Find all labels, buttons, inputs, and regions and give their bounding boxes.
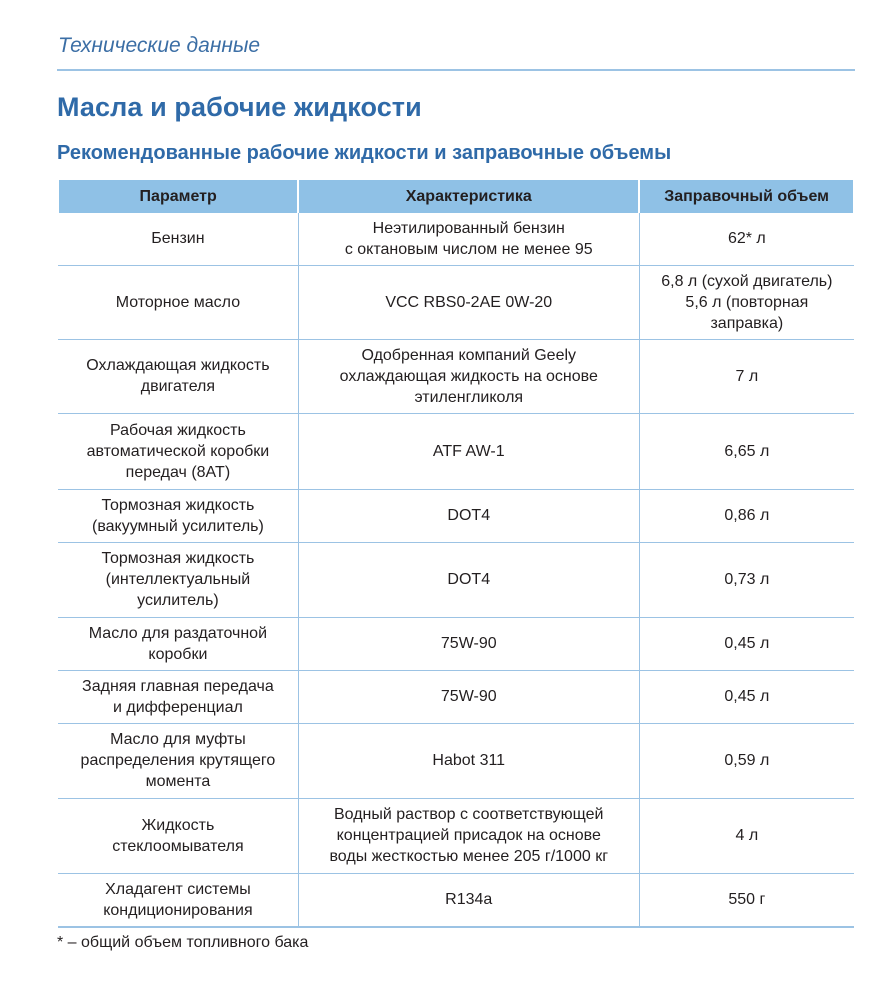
cell-volume <box>639 265 854 339</box>
column-header-parameter: Параметр <box>58 180 298 213</box>
cell-specification-line: 75W-90 <box>440 635 497 652</box>
table-header-row <box>58 180 854 213</box>
cell-parameter <box>58 798 298 873</box>
cell-parameter <box>58 723 298 798</box>
cell-volume <box>639 213 854 265</box>
cell-parameter <box>58 873 298 927</box>
table-row <box>58 798 854 873</box>
cell-volume <box>639 542 854 617</box>
cell-volume-line: 62* л <box>727 230 766 248</box>
cell-specification-line: ATF AW-1 <box>432 442 505 460</box>
cell-specification <box>298 413 639 489</box>
cell-specification <box>298 670 639 723</box>
cell-specification <box>298 617 639 670</box>
table-row <box>58 213 854 265</box>
cell-specification-line: этиленгликоля <box>414 388 524 406</box>
cell-specification-line: Habot 311 <box>432 752 506 769</box>
cell-parameter-line: стеклоомывателя <box>112 837 244 855</box>
cell-volume-line: 5,6 л (повторная <box>685 293 809 311</box>
cell-volume-line: 550 г <box>728 891 766 909</box>
cell-volume <box>639 723 854 798</box>
table-row <box>58 542 854 617</box>
cell-parameter-line: момента <box>145 773 211 790</box>
cell-specification <box>298 213 639 265</box>
cell-parameter-line: Масло для муфты <box>110 731 246 748</box>
cell-parameter <box>58 413 298 489</box>
cell-parameter-line: Моторное масло <box>115 293 241 311</box>
table-row <box>58 670 854 723</box>
cell-volume <box>639 798 854 873</box>
cell-parameter-line: Задняя главная передача <box>82 677 274 695</box>
cell-parameter-line: (интеллектуальный <box>105 571 251 588</box>
cell-volume-line: 0,45 л <box>724 635 770 652</box>
cell-specification-line: Водный раствор с соответствующей <box>334 806 604 823</box>
column-header-specification: Характеристика <box>298 180 639 213</box>
cell-parameter-line: Хладагент системы <box>105 880 251 898</box>
cell-volume-line: 0,45 л <box>724 688 770 705</box>
cell-specification <box>298 542 639 617</box>
cell-parameter-line: Тормозная жидкость <box>101 496 255 514</box>
cell-parameter-line: Масло для раздаточной <box>88 624 268 642</box>
cell-parameter-line: передач (8AT) <box>125 463 231 481</box>
cell-specification <box>298 798 639 873</box>
cell-specification <box>298 723 639 798</box>
cell-parameter-line: Охлаждающая жидкость <box>86 357 270 374</box>
cell-specification-line: DOT4 <box>447 571 491 588</box>
table-row <box>58 413 854 489</box>
section-title: Технические данные <box>58 34 261 57</box>
cell-parameter-line: коробки <box>148 645 208 663</box>
cell-volume-line: 0,86 л <box>724 507 770 524</box>
cell-specification-line: с октановым числом не менее 95 <box>344 240 593 258</box>
cell-volume <box>639 413 854 489</box>
cell-volume-line: 4 л <box>735 827 759 844</box>
table-row <box>58 265 854 339</box>
cell-parameter-line: усилитель) <box>137 592 219 609</box>
table-row <box>58 339 854 413</box>
cell-specification <box>298 339 639 413</box>
cell-parameter <box>58 489 298 542</box>
cell-volume-line: заправка) <box>710 314 784 332</box>
cell-volume <box>639 873 854 927</box>
cell-specification <box>298 265 639 339</box>
cell-parameter-line: Рабочая жидкость <box>110 421 246 439</box>
cell-parameter-line: автоматической коробки <box>86 442 270 460</box>
cell-volume <box>639 489 854 542</box>
cell-parameter-line: (вакуумный усилитель) <box>92 517 264 535</box>
cell-specification-line: R134a <box>445 891 493 909</box>
table-row <box>58 617 854 670</box>
cell-parameter-line: распределения крутящего <box>80 752 276 769</box>
table-body <box>58 213 854 927</box>
cell-parameter <box>58 265 298 339</box>
cell-specification-line: Одобренная компаний Geely <box>361 346 577 364</box>
table-row <box>58 489 854 542</box>
cell-specification-line: концентрацией присадок на основе <box>336 827 601 844</box>
cell-specification-line: Неэтилированный бензин <box>372 219 565 237</box>
cell-parameter-line: и дифференциал <box>112 698 243 716</box>
cell-specification-line: воды жесткостью менее 205 г/1000 кг <box>329 848 609 865</box>
fluids-table <box>57 180 855 928</box>
cell-specification <box>298 873 639 927</box>
cell-specification-line: VCC RBS0-2AE 0W-20 <box>385 293 553 311</box>
cell-specification-line: 75W-90 <box>440 688 497 705</box>
cell-volume-line: 0,59 л <box>724 752 770 769</box>
cell-volume <box>639 670 854 723</box>
footnote: * – общий объем топливного бака <box>57 934 309 951</box>
page-title: Масла и рабочие жидкости <box>57 92 422 122</box>
page-subtitle: Рекомендованные рабочие жидкости и заправочные объемы <box>57 142 672 164</box>
column-header-volume: Заправочный объем <box>639 180 854 213</box>
cell-volume-line: 7 л <box>735 367 759 385</box>
cell-specification-line: DOT4 <box>447 507 491 524</box>
cell-parameter <box>58 617 298 670</box>
table-row <box>58 723 854 798</box>
cell-parameter-line: кондиционирования <box>103 901 253 919</box>
cell-parameter <box>58 213 298 265</box>
cell-parameter <box>58 670 298 723</box>
section-divider <box>57 69 855 71</box>
cell-specification-line: охлаждающая жидкость на основе <box>339 367 598 385</box>
cell-volume <box>639 339 854 413</box>
cell-volume-line: 0,73 л <box>724 571 770 588</box>
cell-parameter-line: Жидкость <box>141 816 215 834</box>
cell-parameter-line: двигателя <box>140 378 216 395</box>
cell-parameter <box>58 542 298 617</box>
cell-specification <box>298 489 639 542</box>
cell-parameter-line: Бензин <box>151 230 205 248</box>
cell-volume-line: 6,65 л <box>724 442 770 460</box>
table-row <box>58 873 854 927</box>
cell-parameter-line: Тормозная жидкость <box>101 550 255 567</box>
cell-parameter <box>58 339 298 413</box>
cell-volume-line: 6,8 л (сухой двигатель) <box>661 272 833 290</box>
cell-volume <box>639 617 854 670</box>
